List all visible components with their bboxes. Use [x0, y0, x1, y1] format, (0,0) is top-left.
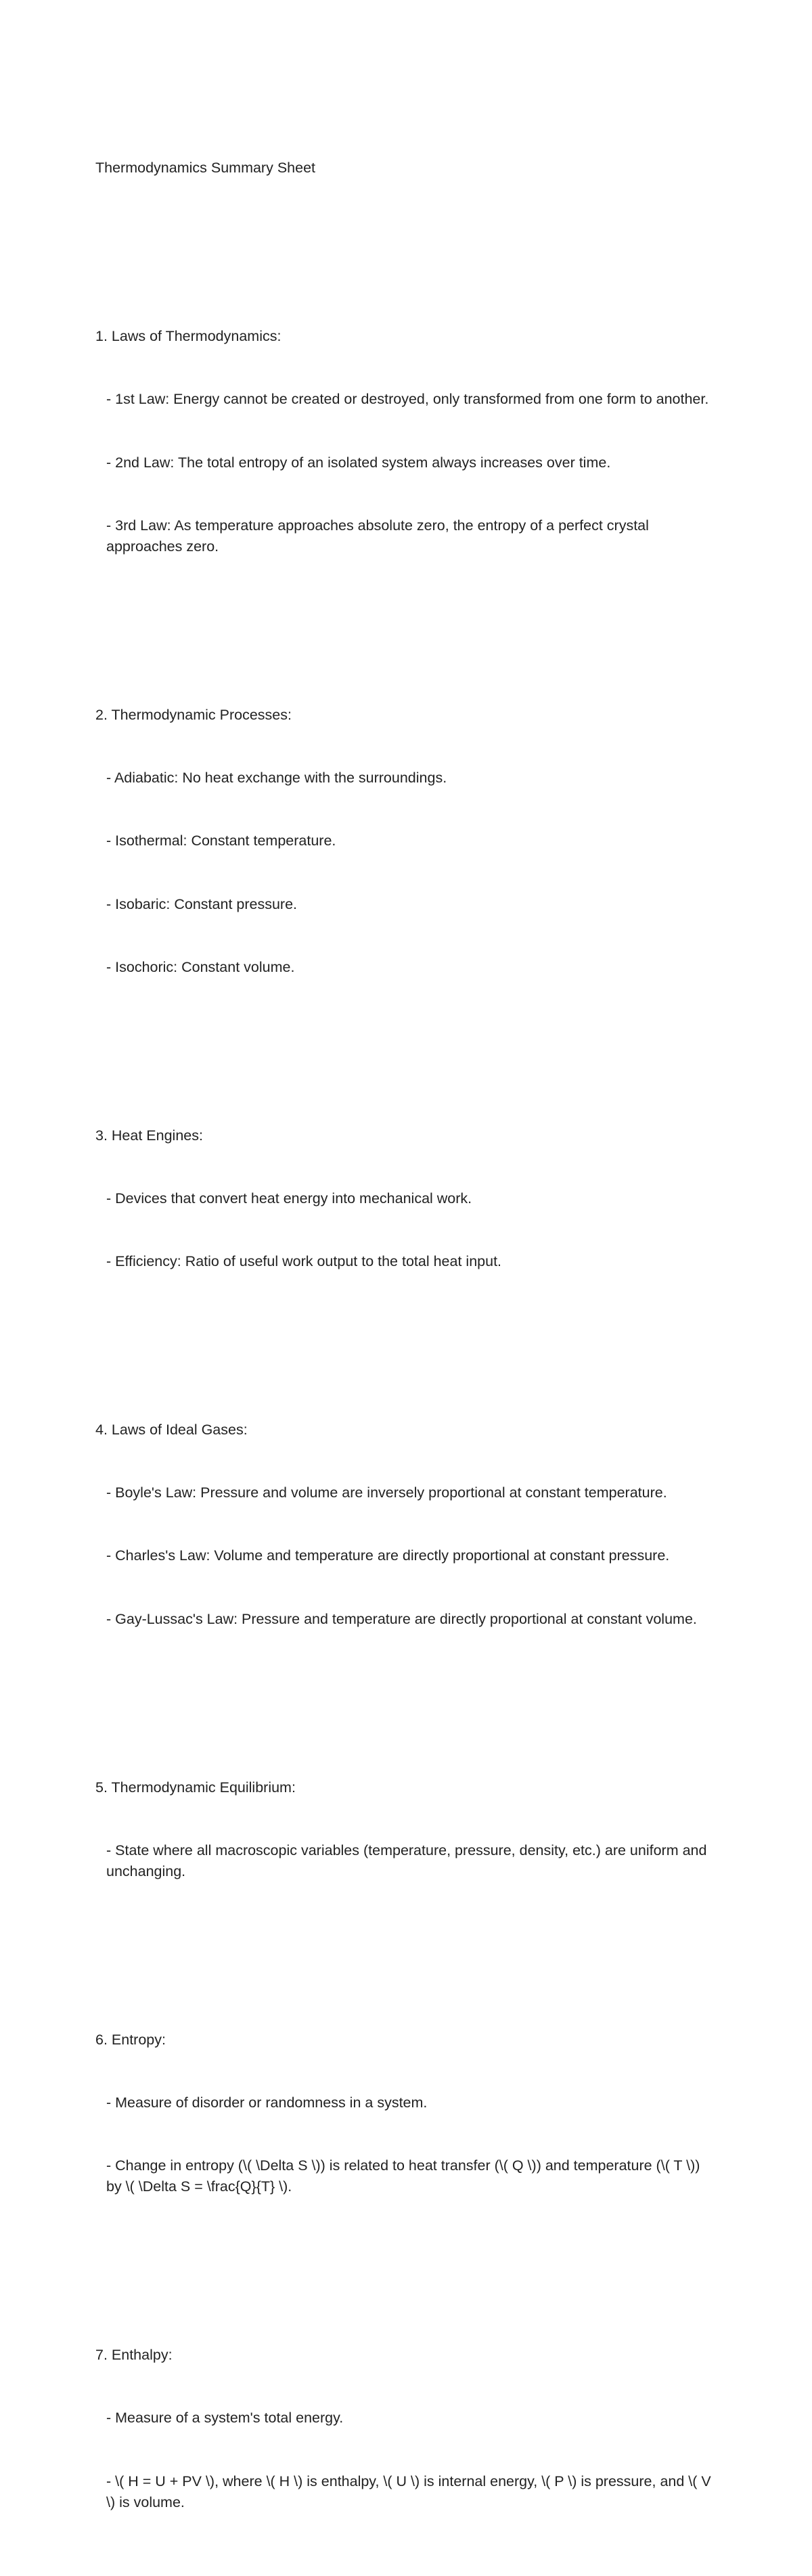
list-item-heat-engine-devices: - Devices that convert heat energy into mechanical work.: [106, 1190, 472, 1207]
list-item-isochoric: - Isochoric: Constant volume.: [106, 958, 295, 975]
list-item-adiabatic: - Adiabatic: No heat exchange with the surroundings.: [106, 770, 447, 786]
section-heading-entropy: 6. Entropy:: [95, 2031, 166, 2048]
section-heading-thermodynamic-processes: 2. Thermodynamic Processes:: [95, 706, 292, 723]
list-item-isobaric: - Isobaric: Constant pressure.: [106, 895, 298, 912]
section-heading-heat-engines: 3. Heat Engines:: [95, 1127, 203, 1144]
list-item-second-law: - 2nd Law: The total entropy of an isolated system always increases over time.: [106, 454, 611, 471]
spacer: [95, 221, 718, 242]
section-heading-enthalpy: 7. Enthalpy:: [95, 2347, 173, 2364]
list-item-entropy-measure: - Measure of disorder or randomness in a system.: [106, 2094, 428, 2111]
spacer: [95, 599, 718, 620]
list-item-equilibrium-state: - State where all macroscopic variables (temperature, pressure, density, etc.) are uniform and unchanging.: [106, 1842, 711, 1879]
document-title: Thermodynamics Summary Sheet: [95, 160, 315, 177]
list-item-enthalpy-measure: - Measure of a system's total energy.: [106, 2410, 344, 2427]
spacer: [95, 1672, 718, 1693]
list-item-charles-law: - Charles's Law: Volume and temperature are directly proportional at constant pressure.: [106, 1547, 670, 1564]
spacer: [95, 2240, 718, 2261]
section-heading-thermodynamic-equilibrium: 5. Thermodynamic Equilibrium:: [95, 1779, 296, 1796]
spacer: [95, 1924, 718, 1945]
list-item-gay-lussac-law: - Gay-Lussac's Law: Pressure and temperature are directly proportional at constant volume.: [106, 1610, 697, 1627]
list-item-enthalpy-formula: - \( H = U + PV \), where \( H \) is enthalpy, \( U \) is internal energy, \( P \) is pressure, and \( V \) is volume.: [106, 2473, 715, 2510]
list-item-first-law: - 1st Law: Energy cannot be created or destroyed, only transformed from one form to another.: [106, 391, 709, 408]
section-heading-laws-of-ideal-gases: 4. Laws of Ideal Gases:: [95, 1421, 248, 1438]
list-item-isothermal: - Isothermal: Constant temperature.: [106, 833, 336, 849]
document-body: [95, 95, 718, 2576]
section-heading-laws-of-thermodynamics: 1. Laws of Thermodynamics:: [95, 328, 281, 345]
list-item-efficiency: - Efficiency: Ratio of useful work output to the total heat input.: [106, 1253, 502, 1270]
list-item-boyles-law: - Boyle's Law: Pressure and volume are inversely proportional at constant temperature.: [106, 1484, 667, 1501]
list-item-entropy-change: - Change in entropy (\( \Delta S \)) is related to heat transfer (\( Q \)) and temperature (\( T \)) by \( \Delta S = \frac{Q}{T} \).: [106, 2157, 704, 2195]
spacer: [95, 1020, 718, 1041]
list-item-third-law: - 3rd Law: As temperature approaches absolute zero, the entropy of a perfect crystal approaches zero.: [106, 517, 653, 555]
spacer: [95, 1314, 718, 1335]
